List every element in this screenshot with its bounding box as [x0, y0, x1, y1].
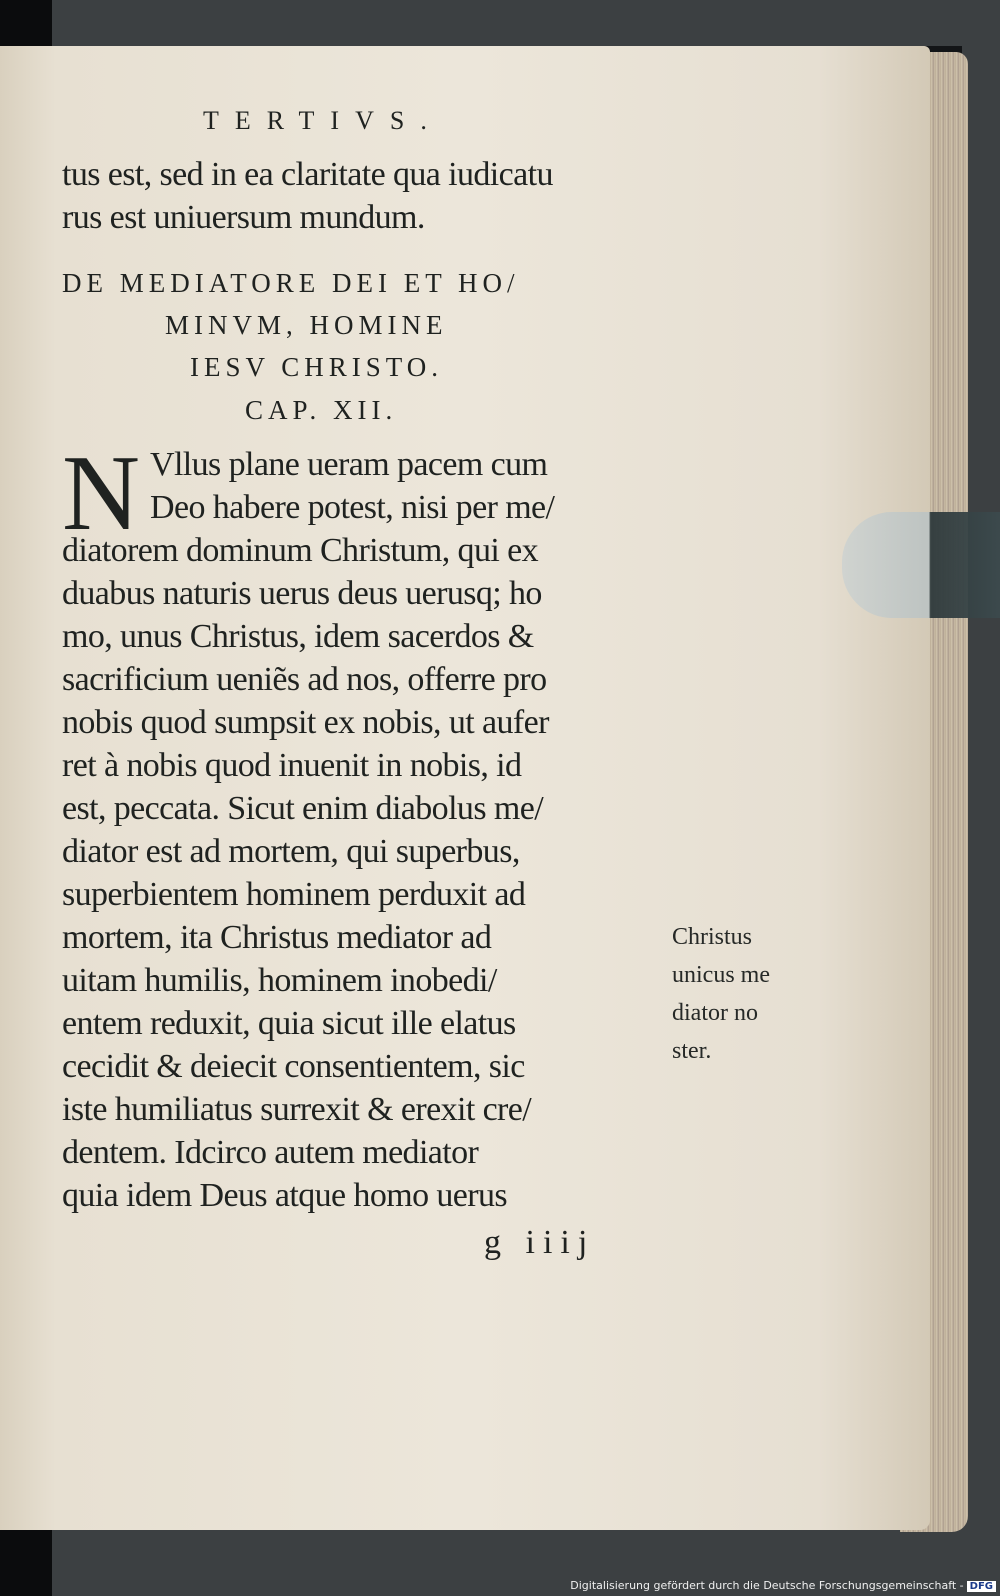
chapter-line-12: mortem, ita Christus mediator ad [62, 919, 492, 956]
chapter-line-2: Deo habere potest, nisi per me/ [150, 489, 555, 526]
drop-cap: N [62, 434, 140, 553]
chapter-line-3: diatorem dominum Christum, qui ex [62, 532, 538, 569]
chapter-number: CAP. XII. [245, 395, 398, 425]
chapter-heading-line-3: IESV CHRISTO. [190, 352, 444, 382]
opening-line-2: rus est uniuersum mundum. [62, 199, 425, 236]
page-clip [842, 512, 1000, 618]
chapter-line-14: entem reduxit, quia sicut ille elatus [62, 1005, 516, 1042]
chapter-heading-line-1: DE MEDIATORE DEI ET HO/ [62, 268, 520, 298]
chapter-line-11: superbientem hominem perduxit ad [62, 876, 526, 913]
opening-line-1: tus est, sed in ea claritate qua iudicatu [62, 156, 553, 193]
marginal-note-line-4: ster. [672, 1038, 712, 1064]
chapter-line-18: quia idem Deus atque homo uerus [62, 1177, 508, 1214]
chapter-line-16: iste humiliatus surrexit & erexit cre/ [62, 1091, 532, 1128]
dfg-logo: DFG [967, 1581, 996, 1592]
chapter-line-8: ret à nobis quod inuenit in nobis, id [62, 747, 522, 784]
chapter-line-10: diator est ad mortem, qui superbus, [62, 833, 520, 870]
chapter-line-1: Vllus plane ueram pacem cum [150, 446, 548, 483]
marginal-note-line-2: unicus me [672, 962, 770, 988]
credit-text: Digitalisierung gefördert durch die Deutsche Forschungsgemeinschaft - [570, 1579, 964, 1592]
marginal-note-line-1: Christus [672, 924, 753, 950]
chapter-line-7: nobis quod sumpsit ex nobis, ut aufer [62, 704, 549, 741]
chapter-line-17: dentem. Idcirco autem mediator [62, 1134, 479, 1171]
chapter-line-4: duabus naturis uerus deus uerusq; ho [62, 575, 542, 612]
signature-mark: g iiij [484, 1224, 596, 1261]
chapter-line-5: mo, unus Christus, idem sacerdos & [62, 618, 534, 655]
chapter-line-6: sacrificium ueniẽs ad nos, offerre pro [62, 661, 547, 698]
scanner-bed-top [52, 0, 1000, 46]
chapter-line-15: cecidit & deiecit consentientem, sic [62, 1048, 525, 1085]
chapter-line-9: est, peccata. Sicut enim diabolus me/ [62, 790, 544, 827]
chapter-heading-line-2: MINVM, HOMINE [165, 310, 448, 340]
running-head: TERTIVS. [203, 106, 443, 135]
digitization-credit [570, 1579, 996, 1592]
marginal-note [672, 918, 770, 1070]
marginal-note-line-3: diator no [672, 1000, 758, 1026]
chapter-line-13: uitam humilis, hominem inobedi/ [62, 962, 497, 999]
